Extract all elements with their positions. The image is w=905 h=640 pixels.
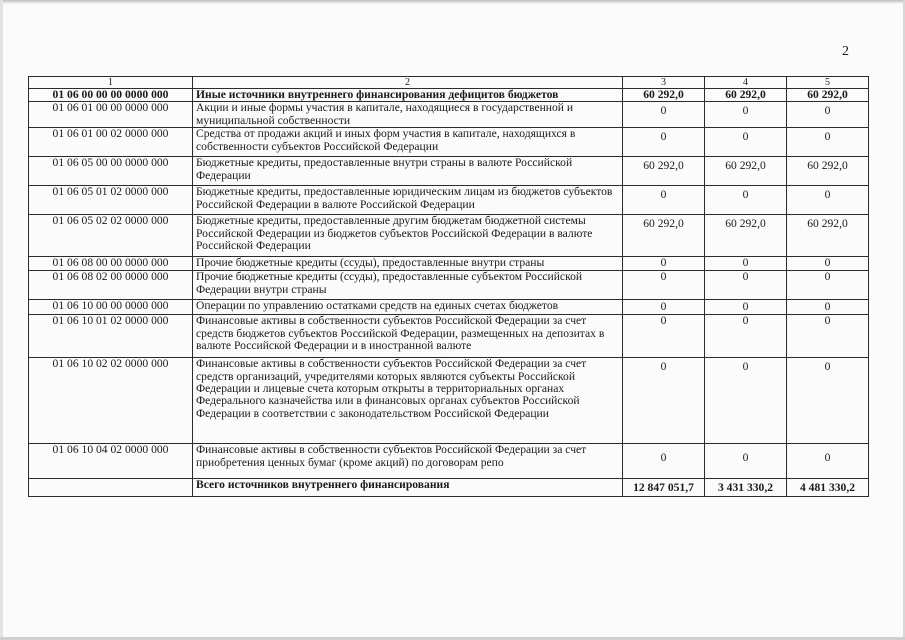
row-code: 01 06 10 04 02 0000 000 [29,444,193,479]
column-number: 4 [705,77,787,89]
row-code: 01 06 05 00 00 0000 000 [29,157,193,186]
row-value-col5: 0 [787,186,869,215]
row-code: 01 06 10 01 02 0000 000 [29,315,193,358]
row-value-col5: 0 [787,102,869,128]
column-number: 1 [29,77,193,89]
row-value-col5: 60 292,0 [787,89,869,102]
row-code: 01 06 08 02 00 0000 000 [29,271,193,300]
row-code: 01 06 05 01 02 0000 000 [29,186,193,215]
row-value-col4: 0 [705,257,787,271]
row-value-col5: 0 [787,358,869,444]
row-code: 01 06 08 00 00 0000 000 [29,257,193,271]
row-value-col4: 0 [705,358,787,444]
table-row [29,215,869,257]
row-name: Финансовые активы в собственности субъектов Российской Федерации за счет средств организаций, учредителями которых являются субъекты Российской Федерации и лицевые счета которым открыты в территориальных органах Федерального казначейства или в финансовых органах субъектов Российской Федерации в соответствии с законодательством Российской Федерации [193,358,623,444]
row-value-col3: 0 [623,257,705,271]
column-number: 2 [193,77,623,89]
row-code: 01 06 05 02 02 0000 000 [29,215,193,257]
table-row [29,128,869,157]
row-code: 01 06 10 00 00 0000 000 [29,300,193,315]
row-value-col5: 0 [787,444,869,479]
row-value-col4: 0 [705,102,787,128]
row-name: Прочие бюджетные кредиты (ссуды), предоставленные внутри страны [193,257,623,271]
row-name: Финансовые активы в собственности субъектов Российской Федерации за счет средств бюджетов субъектов Российской Федерации, размещенных на депозитах в валюте Российской Федерации и в иностранной валюте [193,315,623,358]
row-value-col5: 0 [787,257,869,271]
row-value-col3: 0 [623,300,705,315]
row-name: Бюджетные кредиты, предоставленные внутри страны в валюте Российской Федерации [193,157,623,186]
row-value-col3: 0 [623,186,705,215]
row-name: Финансовые активы в собственности субъектов Российской Федерации за счет приобретения ценных бумаг (кроме акций) по договорам репо [193,444,623,479]
column-number-row [29,77,869,89]
row-value-col4: 0 [705,444,787,479]
table-row [29,257,869,271]
row-value-col5: 0 [787,315,869,358]
total-value-col5: 4 481 330,2 [787,479,869,497]
page-number: 2 [842,44,849,59]
row-value-col3: 0 [623,271,705,300]
table-row [29,300,869,315]
total-value-col4: 3 431 330,2 [705,479,787,497]
table-row [29,444,869,479]
row-value-col5: 60 292,0 [787,157,869,186]
row-code: 01 06 00 00 00 0000 000 [29,89,193,102]
row-value-col4: 0 [705,186,787,215]
row-value-col3: 0 [623,102,705,128]
row-value-col3: 0 [623,128,705,157]
total-label: Всего источников внутреннего финансирования [193,479,623,497]
table-row [29,315,869,358]
row-value-col3: 0 [623,444,705,479]
row-name: Акции и иные формы участия в капитале, находящиеся в государственной и муниципальной собственности [193,102,623,128]
row-value-col5: 60 292,0 [787,215,869,257]
scan-edge-left [0,0,3,640]
table-row [29,358,869,444]
row-value-col5: 0 [787,271,869,300]
row-value-col4: 0 [705,271,787,300]
row-name: Иные источники внутреннего финансирования дефицитов бюджетов [193,89,623,102]
total-row [29,479,869,497]
row-value-col3: 0 [623,315,705,358]
row-name: Средства от продажи акций и иных форм участия в капитале, находящихся в собственности субъектов Российской Федерации [193,128,623,157]
row-name: Прочие бюджетные кредиты (ссуды), предоставленные субъектом Российской Федерации внутри страны [193,271,623,300]
table-row [29,271,869,300]
row-value-col4: 0 [705,315,787,358]
total-value-col3: 12 847 051,7 [623,479,705,497]
table-row [29,157,869,186]
row-name: Бюджетные кредиты, предоставленные юридическим лицам из бюджетов субъектов Российской Федерации в валюте Российской Федерации [193,186,623,215]
total-code [29,479,193,497]
table-row [29,186,869,215]
row-code: 01 06 10 02 02 0000 000 [29,358,193,444]
row-value-col3: 60 292,0 [623,215,705,257]
row-value-col5: 0 [787,128,869,157]
row-value-col5: 0 [787,300,869,315]
row-value-col4: 60 292,0 [705,215,787,257]
row-code: 01 06 01 00 02 0000 000 [29,128,193,157]
table-row [29,102,869,128]
row-name: Бюджетные кредиты, предоставленные другим бюджетам бюджетной системы Российской Федерации из бюджетов субъектов Российской Федерации в валюте Российской Федерации [193,215,623,257]
sources-table [28,76,869,497]
row-code: 01 06 01 00 00 0000 000 [29,102,193,128]
row-value-col4: 60 292,0 [705,89,787,102]
column-number: 5 [787,77,869,89]
table-row [29,89,869,102]
row-value-col4: 60 292,0 [705,157,787,186]
row-value-col3: 60 292,0 [623,89,705,102]
row-value-col3: 0 [623,358,705,444]
row-name: Операции по управлению остатками средств на единых счетах бюджетов [193,300,623,315]
scan-edge-top [0,0,905,4]
column-number: 3 [623,77,705,89]
row-value-col4: 0 [705,300,787,315]
row-value-col3: 60 292,0 [623,157,705,186]
row-value-col4: 0 [705,128,787,157]
